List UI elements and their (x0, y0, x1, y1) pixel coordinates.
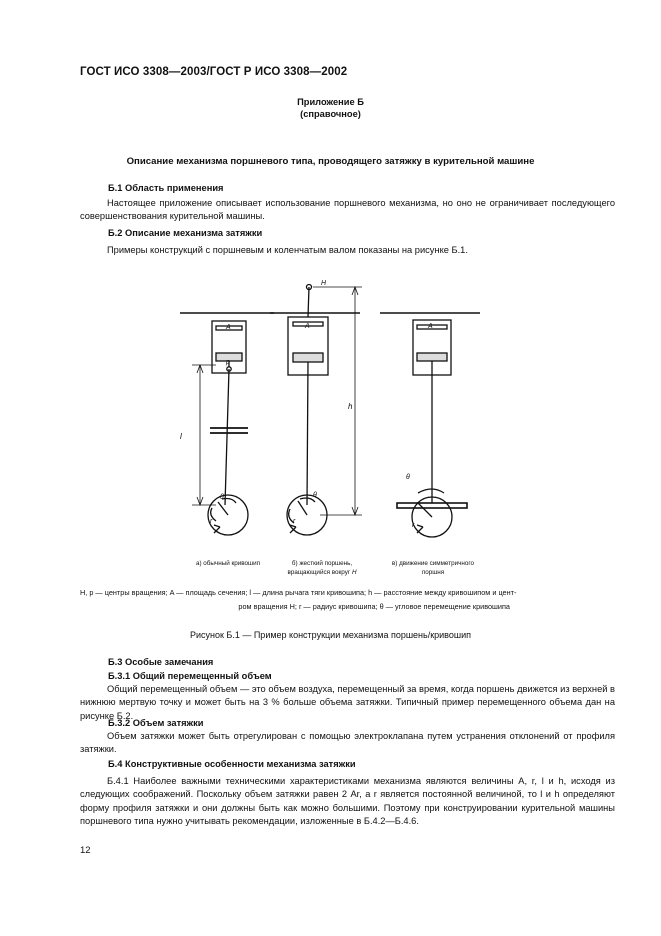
figure-label-r-b: r (293, 518, 296, 525)
document-header: ГОСТ ИСО 3308—2003/ГОСТ Р ИСО 3308—2002 (80, 66, 348, 78)
figure-b-piston (293, 353, 323, 362)
section-b4-1-text: Б.4.1 Наиболее важными техническими характеристиками механизма являются величины A, r, l и h, исходя из следующих соображений. Поскольку объем затяжки равен 2 Ar, а r является постоянной величиной, то l и h определяют форму профиля затяжки и они должны быть как можно большими. Поэтому при конструировании курительной машины поршневого типа нужно учитывать рекомендации, изложенные в Б.4.2—Б.4.6. (80, 776, 615, 827)
section-b2-heading: Б.2 Описание механизма затяжки (108, 228, 263, 238)
figure-a-rod (225, 369, 229, 505)
appendix-subtitle: (справочное) (300, 109, 361, 119)
section-b3-2-heading: Б.3.2 Объем затяжки (108, 718, 204, 728)
section-b2-text: Примеры конструкций с поршневым и коленчатым валом показаны на рисунке Б.1. (107, 245, 468, 255)
figure-label-r-c: r (412, 522, 415, 529)
figure-label-h: h (348, 402, 353, 411)
figure-label-l: l (180, 432, 182, 441)
figure-label-p-a: p (226, 359, 230, 366)
figure-label-theta-a: θ (220, 494, 224, 501)
figure-c-slider (397, 503, 467, 508)
figure-caption-c-line1: в) движение симметричного (391, 560, 475, 567)
figure-c-piston (417, 353, 447, 361)
appendix-title: Приложение Б (297, 97, 364, 107)
figure-legend-line2: ром вращения H; r — радиус кривошипа; θ — угловое перемещение кривошипа (238, 602, 510, 611)
figure-b-rod (307, 362, 308, 505)
figure-a-ordinary-crank (180, 313, 274, 535)
section-b3-heading: Б.3 Особые замечания (108, 657, 214, 667)
page-number: 12 (80, 845, 91, 856)
figure-caption-b-line1: б) жесткий поршень, (291, 560, 353, 567)
section-b3-1-text: Общий перемещенный объем — это объем воздуха, перемещенный за время, когда поршень движется из верхней в нижнюю мертвую точку и может быть на 3 % больше объема затяжки. Типичный пример перемещенного объема дан на рисунке Б.2. (80, 684, 615, 721)
figure-caption: Рисунок Б.1 — Пример конструкции механизма поршень/кривошип (189, 630, 471, 640)
figure-legend-line1: H, p — центры вращения; A — площадь сечения; l — длина рычага тяги кривошипа; h — расстояние между кривошипом и цент- (80, 588, 517, 597)
section-b3-1-heading: Б.3.1 Общий перемещенный объем (108, 671, 272, 681)
main-title: Описание механизма поршневого типа, проводящего затяжку в курительной машине (126, 156, 535, 167)
section-b1-text: Настоящее приложение описывает использование поршневого механизма, но оно не ограничивает последующего совершенствования курительной машины. (80, 198, 615, 222)
figure-caption-b-line2: вращающийся вокруг (287, 569, 351, 576)
section-b3-2-text: Объем затяжки может быть отрегулирован с помощью электроклапана путем устранения отклонений от профиля затяжки. (80, 731, 615, 755)
figure-piston-crank (150, 265, 490, 545)
section-b1-heading: Б.1 Область применения (108, 183, 224, 193)
section-b4-heading: Б.4 Конструктивные особенности механизма затяжки (108, 759, 356, 769)
figure-label-A-c: A (428, 323, 433, 330)
figure-label-H: H (321, 280, 327, 287)
figure-label-theta-b: θ (313, 492, 317, 499)
figure-label-A-a: A (226, 324, 231, 331)
figure-label-A-b: A (305, 323, 310, 330)
figure-caption-c-line2: поршня (421, 569, 445, 576)
figure-caption-b-line2-wrap (272, 569, 372, 577)
figure-caption-a: а) обычный кривошип (195, 560, 261, 567)
figure-c-symmetric-piston (380, 313, 480, 537)
figure-caption-b-H: H (351, 569, 357, 576)
figure-label-theta-c: θ (406, 474, 410, 481)
figure-label-r-a: r (210, 518, 213, 525)
